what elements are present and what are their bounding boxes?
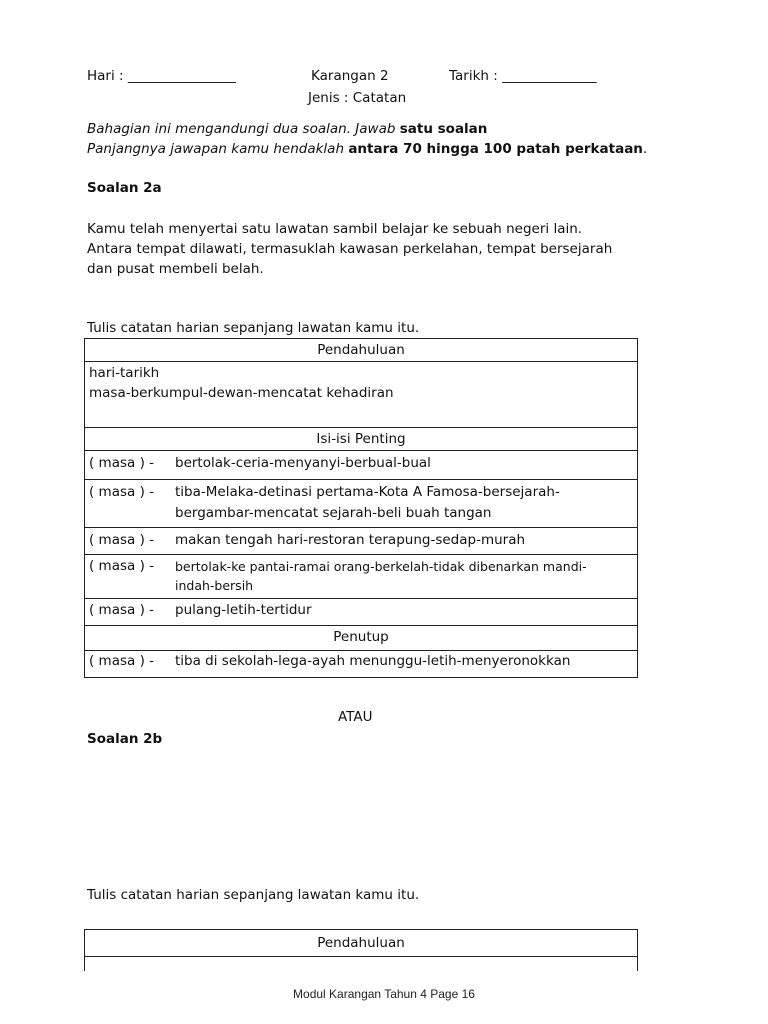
pendahuluan-line: masa-berkumpul-dewan-mencatat kehadiran (89, 385, 394, 401)
row-text: makan tengah hari-restoran terapung-sedap-murah (175, 532, 526, 548)
instruction-line2-end: . (642, 141, 648, 157)
masa-label: ( masa ) - (89, 532, 155, 548)
row-text: tiba-Melaka-detinasi pertama-Kota A Famosa-bersejarah- (175, 484, 560, 500)
instruction-line2-text: Panjangnya jawapan kamu hendaklah (87, 141, 345, 157)
table-row (85, 451, 638, 480)
page-footer: Modul Karangan Tahun 4 Page 16 (293, 987, 475, 1001)
section-header-row (85, 428, 638, 451)
section-header-row (85, 339, 638, 362)
row-text: pulang-letih-tertidur (175, 602, 312, 618)
masa-label: ( masa ) - (89, 484, 155, 500)
outline-table-2b (84, 929, 638, 971)
masa-label: ( masa ) - (89, 602, 155, 618)
atau-separator: ATAU (338, 709, 373, 725)
table-row (85, 480, 638, 528)
section-header-row (85, 930, 638, 957)
soalan-2a-paragraph (87, 219, 612, 279)
table-row (85, 651, 638, 678)
row-text: bertolak-ke pantai-ramai orang-berkelah-tidak dibenarkan mandi- (175, 559, 587, 574)
isi-title: Isi-isi Penting (85, 428, 638, 451)
row-text: bergambar-mencatat sejarah-beli buah tangan (175, 505, 492, 521)
instruction-line2-bold: antara 70 hingga 100 patah perkataan (348, 141, 643, 157)
soalan-2a-heading: Soalan 2a (87, 180, 162, 196)
karangan-number: Karangan 2 (311, 68, 389, 84)
row-text: bertolak-ceria-menyanyi-berbual-bual (175, 455, 431, 471)
instruction-line1-bold: satu soalan (399, 121, 488, 137)
para-line: dan pusat membeli belah. (87, 261, 264, 277)
pendahuluan-content-row (85, 957, 638, 972)
soalan-2a-task: Tulis catatan harian sepanjang lawatan kamu itu. (87, 320, 420, 336)
pendahuluan-title-2b: Pendahuluan (85, 930, 638, 957)
table-row (85, 555, 638, 599)
pendahuluan-line: hari-tarikh (89, 365, 160, 381)
soalan-2b-heading: Soalan 2b (87, 731, 163, 747)
pendahuluan-content-row (85, 362, 638, 428)
instruction-line1-text: Bahagian ini mengandungi dua soalan. Jawab (87, 121, 396, 137)
masa-label: ( masa ) - (89, 558, 155, 574)
hari-field: Hari : ________________ (87, 68, 236, 84)
pendahuluan-title: Pendahuluan (85, 339, 638, 362)
para-line: Kamu telah menyertai satu lawatan sambil belajar ke sebuah negeri lain. (87, 221, 583, 237)
para-line: Antara tempat dilawati, termasuklah kawasan perkelahan, tempat bersejarah (87, 241, 613, 257)
tarikh-field: Tarikh : ______________ (449, 68, 597, 84)
jenis-label: Jenis : Catatan (308, 90, 407, 106)
table-row (85, 528, 638, 555)
outline-table-2a (84, 338, 638, 678)
masa-label: ( masa ) - (89, 653, 155, 669)
penutup-title: Penutup (85, 626, 638, 651)
masa-label: ( masa ) - (89, 455, 155, 471)
row-text: tiba di sekolah-lega-ayah menunggu-letih-menyeronokkan (175, 653, 571, 669)
section-header-row (85, 626, 638, 651)
row-text: indah-bersih (175, 578, 254, 593)
table-row (85, 599, 638, 626)
instructions (87, 119, 647, 159)
soalan-2b-task: Tulis catatan harian sepanjang lawatan kamu itu. (87, 887, 420, 903)
